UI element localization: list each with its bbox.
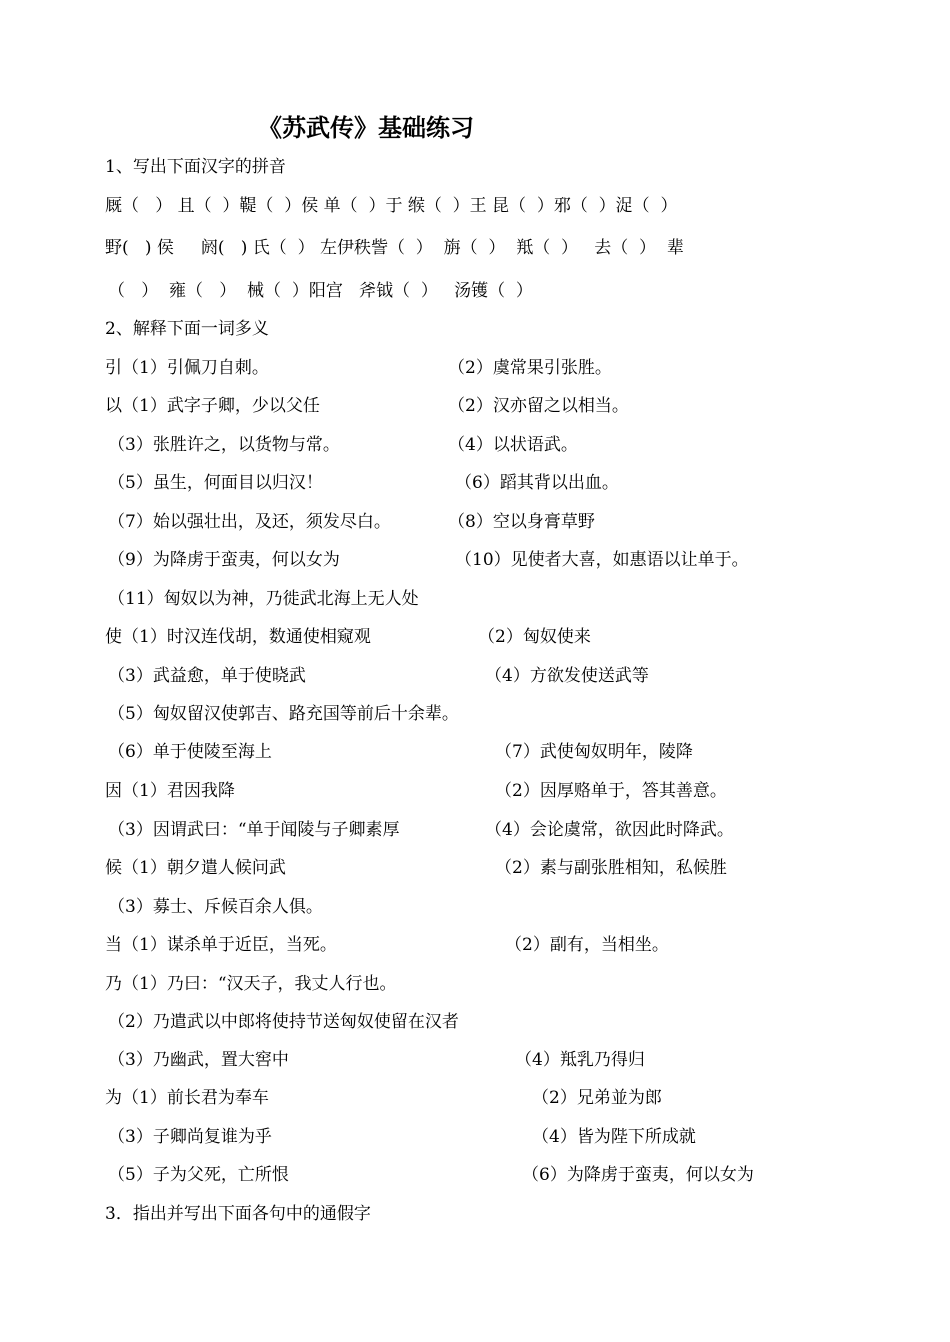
polysemy-row [0, 395, 950, 419]
polysemy-item-left: 乃（1）乃曰：“汉天子，我丈人行也。 [105, 974, 397, 994]
section-heading-pinyin: 1、写出下面汉字的拼音 [105, 157, 286, 177]
polysemy-row [0, 973, 950, 997]
polysemy-row [0, 1049, 950, 1073]
polysemy-row [0, 896, 950, 920]
polysemy-row [0, 1164, 950, 1188]
polysemy-item-left: 以（1）武字子卿，少以父任 [105, 396, 320, 416]
polysemy-item-right: （2）汉亦留之以相当。 [448, 396, 629, 416]
polysemy-item-left: （7）始以强壮出，及还，须发尽白。 [108, 512, 391, 532]
page-title: 《苏武传》基础练习 [258, 114, 474, 142]
polysemy-item-right: （2）素与副张胜相知，私候胜 [495, 858, 727, 878]
polysemy-row [0, 1011, 950, 1035]
polysemy-item-left: （3）募士、斥候百余人俱。 [108, 897, 323, 917]
polysemy-row [0, 819, 950, 843]
pinyin-line-1: 厩（ ） 且（ ）鞮（ ）侯 单（ ）于 缑（ ）王 昆（ ）邪（ ）浞（ ） [105, 196, 678, 216]
polysemy-item-right: （4）方欲发使送武等 [485, 666, 649, 686]
section-heading-tongjia: 3．指出并写出下面各句中的通假字 [105, 1204, 371, 1224]
polysemy-row [0, 934, 950, 958]
polysemy-row [0, 703, 950, 727]
polysemy-item-right: （4）会论虞常，欲因此时降武。 [485, 820, 734, 840]
polysemy-item-left: （3）张胜许之，以货物与常。 [108, 435, 340, 455]
polysemy-item-right: （2）兄弟並为郎 [532, 1088, 662, 1108]
polysemy-row [0, 1126, 950, 1150]
polysemy-item-left: （3）武益愈，单于使晓武 [108, 666, 306, 686]
polysemy-item-right: （10）见使者大喜，如惠语以让单于。 [455, 550, 749, 570]
polysemy-item-left: （3）子卿尚复谁为乎 [108, 1127, 272, 1147]
polysemy-row [0, 665, 950, 689]
polysemy-row [0, 1087, 950, 1111]
polysemy-row [0, 549, 950, 573]
polysemy-item-left: （6）单于使陵至海上 [108, 742, 272, 762]
polysemy-item-left: （9）为降虏于蛮夷，何以女为 [108, 550, 340, 570]
polysemy-row [0, 357, 950, 381]
polysemy-item-right: （4）以状语武。 [448, 435, 578, 455]
polysemy-item-right: （4）羝乳乃得归 [515, 1050, 645, 1070]
polysemy-row [0, 780, 950, 804]
polysemy-item-left: （11）匈奴以为神，乃徙武北海上无人处 [108, 589, 419, 609]
polysemy-item-right: （2）因厚赂单于，答其善意。 [495, 781, 727, 801]
polysemy-row [0, 741, 950, 765]
polysemy-item-left: （5）匈奴留汉使郭吉、路充国等前后十余辈。 [108, 704, 459, 724]
section-heading-polysemy: 2、解释下面一词多义 [105, 319, 269, 339]
polysemy-item-left: 引（1）引佩刀自刺。 [105, 358, 269, 378]
polysemy-row [0, 434, 950, 458]
polysemy-item-right: （2）副有，当相坐。 [505, 935, 669, 955]
polysemy-item-left: 候（1）朝夕遣人候问武 [105, 858, 286, 878]
polysemy-item-right: （8）空以身膏草野 [448, 512, 595, 532]
pinyin-line-2: 野( ) 侯 阏( ) 氏（ ） 左伊秩訾（ ） 旃（ ） 羝（ ） 去（ ） 辈 [105, 238, 684, 258]
polysemy-item-left: （3）乃幽武，置大窖中 [108, 1050, 289, 1070]
polysemy-item-left: 为（1）前长君为奉车 [105, 1088, 269, 1108]
polysemy-item-right: （6）蹈其背以出血。 [455, 473, 619, 493]
polysemy-item-left: （5）子为父死，亡所恨 [108, 1165, 289, 1185]
polysemy-row [0, 857, 950, 881]
polysemy-row [0, 588, 950, 612]
polysemy-item-right: （6）为降虏于蛮夷，何以女为 [522, 1165, 754, 1185]
polysemy-row [0, 511, 950, 535]
polysemy-item-right: （2）虞常果引张胜。 [448, 358, 612, 378]
polysemy-item-left: （2）乃遣武以中郎将使持节送匈奴使留在汉者 [108, 1012, 459, 1032]
polysemy-item-right: （2）匈奴使来 [478, 627, 591, 647]
polysemy-item-left: （3）因谓武曰：“单于闻陵与子卿素厚 [108, 820, 400, 840]
polysemy-item-left: （5）虽生，何面目以归汉！ [108, 473, 323, 493]
polysemy-item-right: （4）皆为陛下所成就 [532, 1127, 696, 1147]
polysemy-item-left: 当（1）谋杀单于近臣，当死。 [105, 935, 337, 955]
polysemy-item-left: 因（1）君因我降 [105, 781, 235, 801]
polysemy-row [0, 626, 950, 650]
polysemy-item-right: （7）武使匈奴明年，陵降 [495, 742, 693, 762]
polysemy-item-left: 使（1）时汉连伐胡，数通使相窥观 [105, 627, 371, 647]
polysemy-row [0, 472, 950, 496]
pinyin-line-3: （ ） 雍（ ） 械（ ）阳宫 斧钺（ ） 汤镬（ ） [108, 281, 533, 301]
